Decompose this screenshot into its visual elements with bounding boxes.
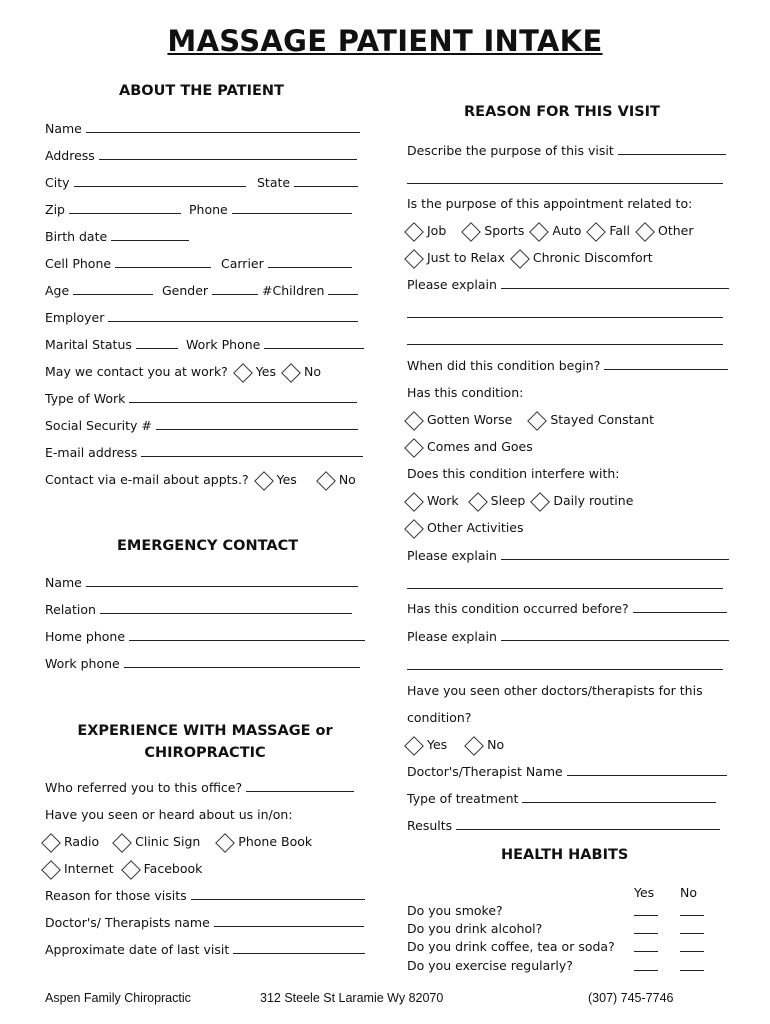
exercise-question: Do you exercise regularly? — [407, 958, 573, 973]
type-of-work-field[interactable]: Type of Work — [45, 391, 357, 406]
sports-checkbox[interactable] — [461, 222, 481, 242]
smoke-no-blank[interactable] — [680, 915, 704, 916]
address-field[interactable]: Address — [45, 148, 357, 163]
seen-other-label: Have you seen other doctors/therapists for this — [407, 683, 703, 698]
type-treatment-field[interactable]: Type of treatment — [407, 791, 716, 806]
chronic-checkbox[interactable] — [510, 249, 530, 269]
just-relax-checkbox[interactable] — [404, 249, 424, 269]
source-options-row1: Radio Clinic Sign Phone Book — [40, 834, 312, 850]
carrier-field[interactable]: Carrier — [221, 256, 352, 271]
phone-book-checkbox[interactable] — [215, 833, 235, 853]
employer-field[interactable]: Employer — [45, 310, 358, 325]
experience-heading: EXPERIENCE WITH MASSAGE or CHIROPRACTIC — [77, 723, 333, 761]
other-checkbox[interactable] — [635, 222, 655, 242]
zip-field[interactable]: Zip — [45, 202, 181, 217]
radio-checkbox[interactable] — [41, 833, 61, 853]
source-options-row2: Internet Facebook — [40, 861, 202, 877]
occurred-before-field[interactable]: Has this condition occurred before? — [407, 601, 727, 616]
explain-field-3[interactable]: Please explain — [407, 629, 729, 644]
footer-phone: (307) 745-7746 — [588, 991, 674, 1005]
clinic-sign-checkbox[interactable] — [112, 833, 132, 853]
alcohol-yes-blank[interactable] — [634, 933, 658, 934]
marital-status-field[interactable]: Marital Status — [45, 337, 178, 352]
auto-checkbox[interactable] — [529, 222, 549, 242]
facebook-checkbox[interactable] — [121, 860, 141, 880]
explain-line-1b[interactable] — [407, 306, 723, 321]
related-options-row2: Just to Relax Chronic Discomfort — [403, 250, 653, 266]
children-field[interactable]: #Children — [262, 283, 358, 298]
emergency-heading: EMERGENCY CONTACT — [117, 538, 299, 554]
comes-goes-checkbox[interactable] — [404, 438, 424, 458]
coffee-question: Do you drink coffee, tea or soda? — [407, 939, 615, 954]
may-contact-work: May we contact you at work? Yes No — [45, 364, 321, 380]
gender-field[interactable]: Gender — [162, 283, 258, 298]
health-no-header: No — [680, 885, 697, 900]
gotten-worse-checkbox[interactable] — [404, 411, 424, 431]
seen-heard-label: Have you seen or heard about us in/on: — [45, 807, 293, 822]
emergency-work-phone-field[interactable]: Work phone — [45, 656, 360, 671]
no-checkbox[interactable] — [464, 736, 484, 756]
health-yes-header: Yes — [634, 885, 655, 900]
stayed-constant-checkbox[interactable] — [527, 411, 547, 431]
explain-field-1[interactable]: Please explain — [407, 277, 729, 292]
interfere-options-row2: Other Activities — [403, 520, 524, 536]
fall-checkbox[interactable] — [586, 222, 606, 242]
state-field[interactable]: State — [257, 175, 358, 190]
interfere-label: Does this condition interfere with: — [407, 466, 620, 481]
ssn-field[interactable]: Social Security # — [45, 418, 358, 433]
explain-field-2[interactable]: Please explain — [407, 548, 729, 563]
footer-address: 312 Steele St Laramie Wy 82070 — [260, 991, 444, 1005]
cell-phone-field[interactable]: Cell Phone — [45, 256, 211, 271]
exercise-no-blank[interactable] — [680, 970, 704, 971]
alcohol-no-blank[interactable] — [680, 933, 704, 934]
other-activities-checkbox[interactable] — [404, 519, 424, 539]
explain-line-2b[interactable] — [407, 577, 723, 592]
work-phone-field[interactable]: Work Phone — [186, 337, 364, 352]
contact-email: Contact via e-mail about appts.? Yes No — [45, 472, 356, 488]
seen-other-options: Yes No — [403, 737, 504, 753]
yes-checkbox[interactable] — [254, 471, 274, 491]
city-field[interactable]: City — [45, 175, 246, 190]
coffee-no-blank[interactable] — [680, 951, 704, 952]
seen-other-label-2: condition? — [407, 710, 472, 725]
emergency-name-field[interactable]: Name — [45, 575, 358, 590]
coffee-yes-blank[interactable] — [634, 951, 658, 952]
yes-checkbox[interactable] — [404, 736, 424, 756]
results-field[interactable]: Results — [407, 818, 720, 833]
no-checkbox[interactable] — [316, 471, 336, 491]
smoke-question: Do you smoke? — [407, 903, 503, 918]
describe-line-2[interactable] — [407, 172, 723, 187]
reason-heading: REASON FOR THIS VISIT — [464, 104, 660, 120]
interfere-options-row1: Work Sleep Daily routine — [403, 493, 633, 509]
doctors-name-field[interactable]: Doctor's/ Therapists name — [45, 915, 364, 930]
age-field[interactable]: Age — [45, 283, 153, 298]
sleep-checkbox[interactable] — [468, 492, 488, 512]
last-visit-field[interactable]: Approximate date of last visit — [45, 942, 365, 957]
reason-visits-field[interactable]: Reason for those visits — [45, 888, 365, 903]
relation-field[interactable]: Relation — [45, 602, 352, 617]
has-condition-label: Has this condition: — [407, 385, 524, 400]
describe-field[interactable]: Describe the purpose of this visit — [407, 143, 726, 158]
internet-checkbox[interactable] — [41, 860, 61, 880]
condition-options-row2: Comes and Goes — [403, 439, 533, 455]
alcohol-question: Do you drink alcohol? — [407, 921, 543, 936]
health-heading: HEALTH HABITS — [501, 847, 629, 863]
no-checkbox[interactable] — [281, 363, 301, 383]
explain-line-1c[interactable] — [407, 333, 723, 348]
related-options-row1: Job Sports Auto Fall Other — [403, 223, 693, 239]
related-label: Is the purpose of this appointment related to: — [407, 196, 693, 211]
about-heading: ABOUT THE PATIENT — [119, 83, 284, 99]
home-phone-field[interactable]: Home phone — [45, 629, 365, 644]
daily-routine-checkbox[interactable] — [530, 492, 550, 512]
referred-field[interactable]: Who referred you to this office? — [45, 780, 354, 795]
smoke-yes-blank[interactable] — [634, 915, 658, 916]
footer-clinic: Aspen Family Chiropractic — [45, 991, 191, 1005]
name-field[interactable]: Name — [45, 121, 360, 136]
phone-field[interactable]: Phone — [189, 202, 352, 217]
birth-date-field[interactable]: Birth date — [45, 229, 189, 244]
form-title: MASSAGE PATIENT INTAKE — [167, 24, 603, 58]
explain-line-3b[interactable] — [407, 658, 723, 673]
work-checkbox[interactable] — [404, 492, 424, 512]
exercise-yes-blank[interactable] — [634, 970, 658, 971]
yes-checkbox[interactable] — [233, 363, 253, 383]
job-checkbox[interactable] — [404, 222, 424, 242]
condition-options-row1: Gotten Worse Stayed Constant — [403, 412, 654, 428]
email-field[interactable]: E-mail address — [45, 445, 363, 460]
when-begin-field[interactable]: When did this condition begin? — [407, 358, 728, 373]
doctor-name-field[interactable]: Doctor's/Therapist Name — [407, 764, 727, 779]
